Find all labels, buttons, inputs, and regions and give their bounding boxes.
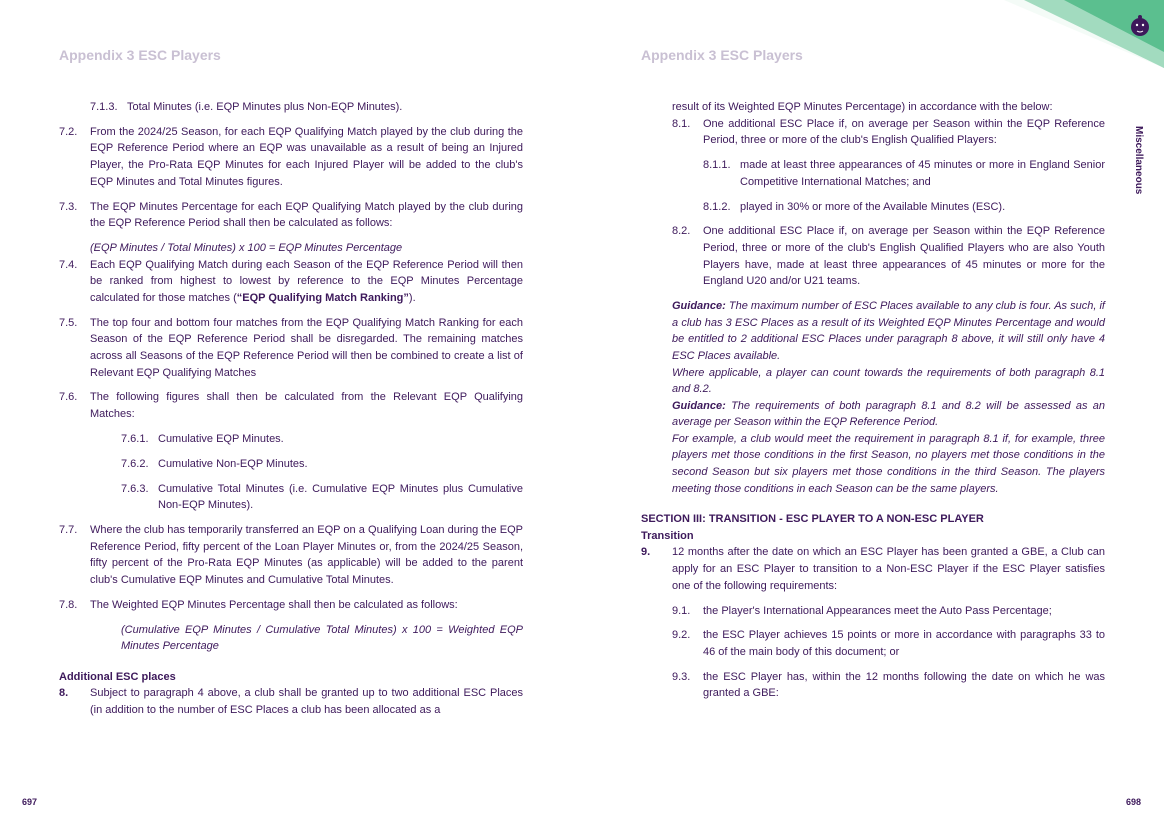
where-applicable-note: Where applicable, a player can count towards the requirements of both paragraph 8.1 and 8.2. <box>672 366 1105 396</box>
paragraph-8-continued: result of its Weighted EQP Minutes Percentage) in accordance with the below: <box>672 101 1053 113</box>
defined-term: “EQP Qualifying Match Ranking” <box>236 291 409 304</box>
page-header-left: Appendix 3 ESC Players <box>59 47 221 63</box>
paragraph-7-3: 7.3. The EQP Minutes Percentage for each EQP Qualifying Match played by the club during the EQP Reference Period shall then be calculated as follows: <box>59 200 523 230</box>
paragraph-9-3: 9.3. the ESC Player has, within the 12 months following the date on which he was granted a GBE: <box>672 670 1105 700</box>
corner-banner <box>1004 0 1164 70</box>
paragraph-7-8: 7.8. The Weighted EQP Minutes Percentage shall then be calculated as follows: <box>59 598 458 611</box>
section-iii-heading: SECTION III: TRANSITION - ESC PLAYER TO A NON-ESC PLAYER <box>641 513 984 526</box>
page-header-right: Appendix 3 ESC Players <box>641 47 803 63</box>
paragraph-8: 8. Subject to paragraph 4 above, a club shall be granted up to two additional ESC Places (in addition to the number of ESC Places a club has been allocated as a <box>59 687 523 717</box>
paragraph-8-1: 8.1. One additional ESC Place if, on average per Season within the EQP Reference Period, three or more of the club's English Qualified Players: <box>672 117 1105 147</box>
paragraph-7-4: 7.4. Each EQP Qualifying Match during each Season of the EQP Reference Period will then be ranked from highest to lowest by reference to the EQP Minutes Percentage calculated for those matches (“EQP Qualifying Match Ranking”). <box>59 258 523 304</box>
left-column <box>59 99 523 727</box>
page-number-left: 697 <box>22 797 38 807</box>
example-note: For example, a club would meet the requirement in paragraph 8.1 if, for example, three players met those conditions in the first Season, no players met those conditions in the second Season but six players met those conditions in the third Season. The players meeting those conditions in each Season can be the same players. <box>672 432 1105 495</box>
paragraph-7-7: 7.7. Where the club has temporarily transferred an EQP on a Qualifying Loan during the EQP Reference Period, fifty percent of the Loan Player Minutes or, from the 2024/25 Season, fifty percent of the Pro-Rata EQP Minutes (as applicable) will be added to the parent club's Cumulative EQP Minutes and Cumulative Total Minutes. <box>59 524 523 586</box>
paragraph-8-1-2: 8.1.2. played in 30% or more of the Available Minutes (ESC). <box>703 200 1006 213</box>
paragraph-7-2: 7.2. From the 2024/25 Season, for each EQP Qualifying Match played by the club during the EQP Reference Period where an EQP was unavailable as a result of being an Injured Player, the Pro-Rata EQP Minutes for each Injured Player will be added to the club's EQP Minutes and Total Minutes figures. <box>59 125 523 188</box>
paragraph-8-1-1: 8.1.1. made at least three appearances of 45 minutes or more in England Senior Competitive International Matches; and <box>703 159 1105 188</box>
paragraph-9-1: 9.1. the Player's International Appearances meet the Auto Pass Percentage; <box>672 604 1052 617</box>
paragraph-9-2: 9.2. the ESC Player achieves 15 points or more in accordance with paragraphs 33 to 46 of the main body of this document; or <box>672 629 1105 658</box>
formula-weighted-eqp: (Cumulative EQP Minutes / Cumulative Total Minutes) x 100 = Weighted EQP Minutes Percentage <box>121 623 523 653</box>
heading-additional-esc-places: Additional ESC places <box>59 670 176 683</box>
paragraph-9: 9. 12 months after the date on which an ESC Player has been granted a GBE, a Club can apply for an ESC Player to transition to a Non-ESC Player if the ESC Player satisfies one of the following requirements: <box>641 546 1105 592</box>
paragraph-7-6-1: 7.6.1. Cumulative EQP Minutes. <box>121 432 284 445</box>
right-column <box>641 99 1105 710</box>
paragraph-7-6-2: 7.6.2. Cumulative Non-EQP Minutes. <box>121 457 308 470</box>
guidance-label: Guidance: <box>672 300 726 313</box>
paragraph-7-6: 7.6. The following figures shall then be calculated from the Relevant EQP Qualifying Matches: <box>59 391 523 420</box>
paragraph-8-2: 8.2. One additional ESC Place if, on average per Season within the EQP Reference Period, three or more of the club's English Qualified Players who are also Youth Players have, made at least three appearances of 45 minutes or more for the England U20 and/or U21 teams. <box>672 225 1105 288</box>
guidance-max-places: Guidance: The maximum number of ESC Places available to any club is four. As such, if a club has 3 ESC Places as a result of its Weighted EQP Minutes Percentage and would be entitled to 2 additional ESC Places under paragraph 8 above, it will still only have 4 ESC Places available. <box>672 300 1105 362</box>
page-number-right: 698 <box>1126 797 1142 807</box>
guidance-average: Guidance: The requirements of both paragraph 8.1 and 8.2 will be assessed as an average per Season within the EQP Reference Period. <box>672 399 1105 429</box>
section-tab: Miscellaneous <box>1133 126 1144 195</box>
paragraph-7-6-3: 7.6.3. Cumulative Total Minutes (i.e. Cumulative EQP Minutes plus Cumulative Non-EQP Minutes). <box>121 482 523 512</box>
paragraph-7-1-3: 7.1.3. Total Minutes (i.e. EQP Minutes plus Non-EQP Minutes). <box>90 101 403 113</box>
guidance-label: Guidance: <box>672 399 726 412</box>
transition-heading: Transition <box>641 529 694 542</box>
paragraph-7-5: 7.5. The top four and bottom four matches from the EQP Qualifying Match Ranking for each Season of the EQP Reference Period shall be disregarded. The remaining matches across all Seasons of the EQP Reference Period will then be combined to create a list of Relevant EQP Qualifying Matches <box>59 316 523 379</box>
formula-eqp-minutes: (EQP Minutes / Total Minutes) x 100 = EQP Minutes Percentage <box>90 242 403 255</box>
